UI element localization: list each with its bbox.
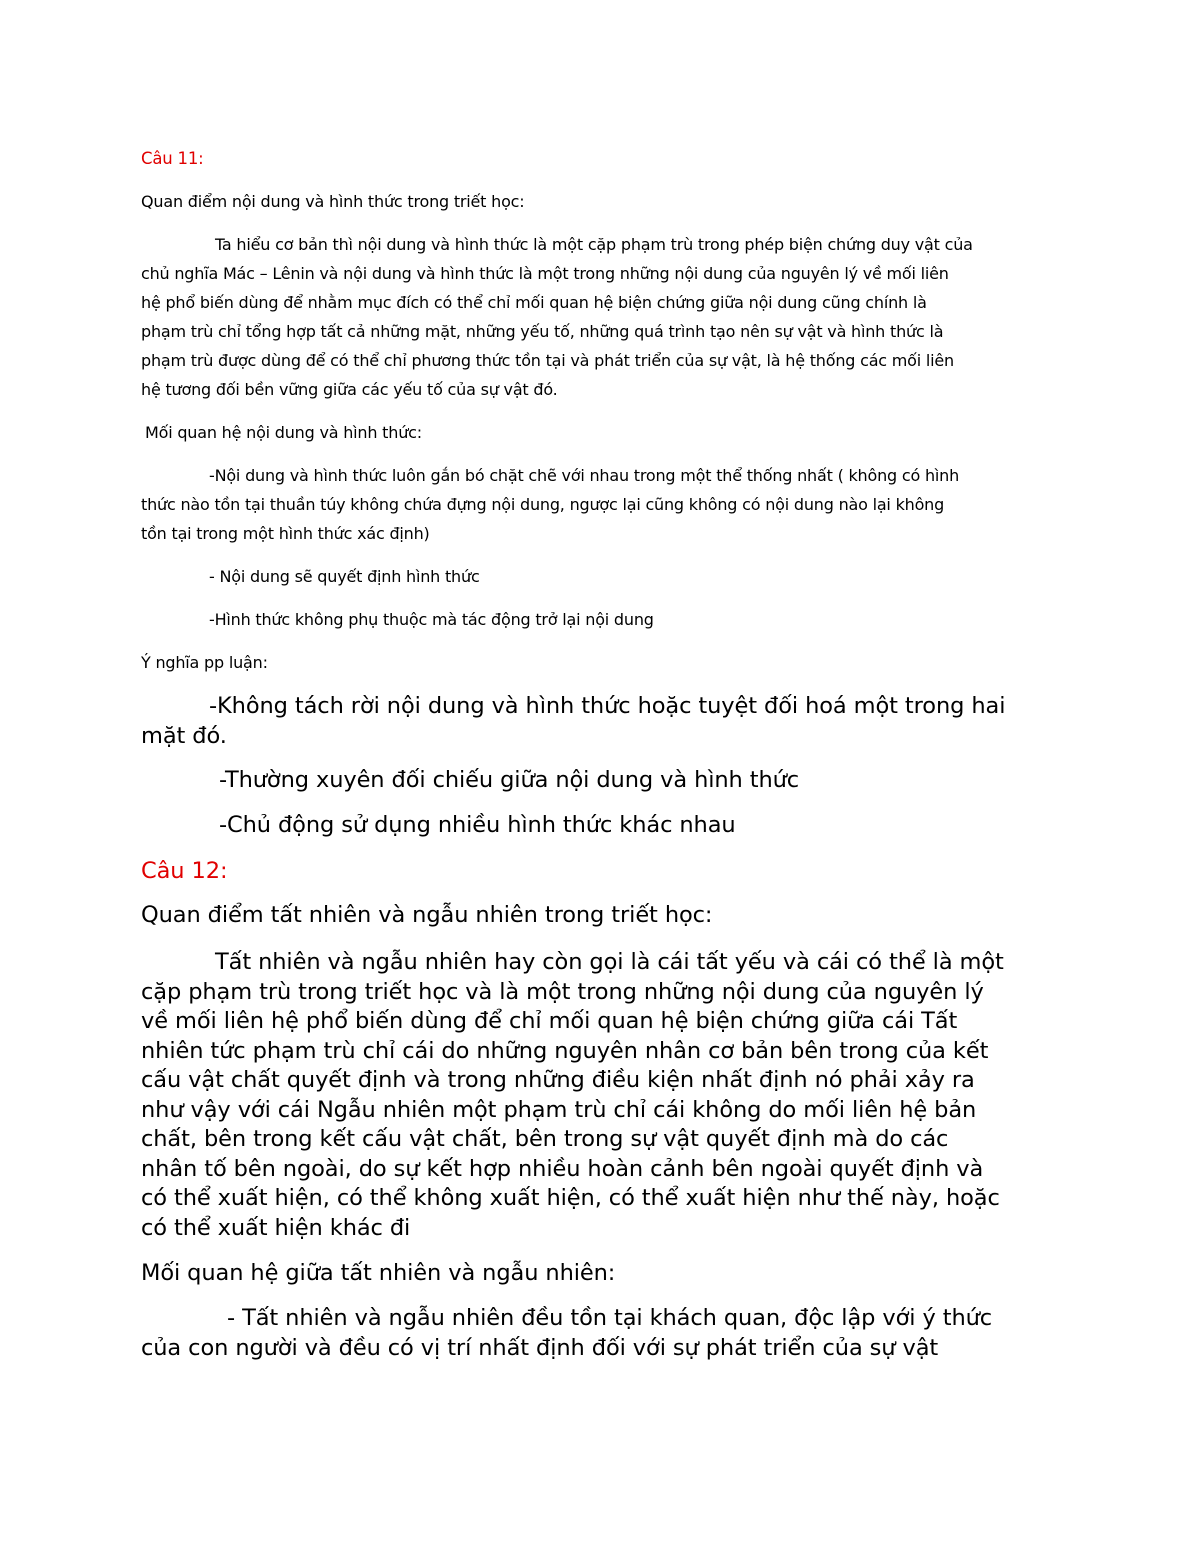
q11-heading: Câu 11:: [141, 149, 204, 168]
q12-relation-point-1-text: - Tất nhiên và ngẫu nhiên đều tồn tại khách quan, độc lập với ý thức của con người và đều có vị trí nhất định đối với sự phát triển của sự vật: [141, 1305, 993, 1361]
q12-relation-point-1: [141, 1304, 1081, 1363]
q11-meaning-point-3: -Chủ động sử dụng nhiều hình thức khác nhau: [219, 812, 736, 838]
q11-meaning-point-1-text: -Không tách rời nội dung và hình thức hoặc tuyệt đối hoá một trong hai mặt đó.: [141, 693, 1006, 749]
q11-paragraph-1: [141, 230, 1061, 404]
q11-relation-point-2: - Nội dung sẽ quyết định hình thức: [209, 567, 480, 586]
q12-relation-title: Mối quan hệ giữa tất nhiên và ngẫu nhiên:: [141, 1260, 616, 1286]
q12-paragraph-1: [141, 948, 1081, 1243]
q11-meaning-point-1: [141, 692, 1081, 751]
q12-title: Quan điểm tất nhiên và ngẫu nhiên trong triết học:: [141, 902, 713, 928]
q11-title: Quan điểm nội dung và hình thức trong triết học:: [141, 192, 525, 211]
q11-meaning-title: Ý nghĩa pp luận:: [141, 653, 268, 672]
q12-paragraph-1-text: Tất nhiên và ngẫu nhiên hay còn gọi là cái tất yếu và cái có thể là một cặp phạm trù trong triết học và là một trong những nội dung của nguyên lý về mối liên hệ phổ biến dùng để chỉ mối quan hệ biện chứng giữa cái Tất nhiên tức phạm trù chỉ cái do những nguyên nhân cơ bản bên trong của kết cấu vật chất quyết định và trong những điều kiện nhất định nó phải xảy ra như vậy với cái Ngẫu nhiên một phạm trù chỉ cái không do mối liên hệ bản chất, bên trong kết cấu vật chất, bên trong sự vật quyết định mà do các nhân tố bên ngoài, do sự kết hợp nhiều hoàn cảnh bên ngoài quyết định và có thể xuất hiện, có thể không xuất hiện, có thể xuất hiện như thế này, hoặc có thể xuất hiện khác đi: [141, 949, 1004, 1241]
q11-relation-title: Mối quan hệ nội dung và hình thức:: [145, 423, 422, 442]
q12-heading: Câu 12:: [141, 858, 228, 884]
q11-relation-point-1-text: -Nội dung và hình thức luôn gắn bó chặt chẽ với nhau trong một thể thống nhất ( không có hình thức nào tồn tại thuần túy không chứa đựng nội dung, ngược lại cũng không có nội dung nào lại không tồn tại trong một hình thức xác định): [141, 466, 960, 543]
q11-meaning-point-2: -Thường xuyên đối chiếu giữa nội dung và hình thức: [219, 767, 800, 793]
q11-paragraph-1-text: Ta hiểu cơ bản thì nội dung và hình thức là một cặp phạm trù trong phép biện chứng duy vật của chủ nghĩa Mác – Lênin và nội dung và hình thức là một trong những nội dung của nguyên lý về mối liên hệ phổ biến dùng để nhằm mục đích có thể chỉ mối quan hệ biện chứng giữa nội dung cũng chính là phạm trù chỉ tổng hợp tất cả những mặt, những yếu tố, những quá trình tạo nên sự vật và hình thức là phạm trù được dùng để có thể chỉ phương thức tồn tại và phát triển của sự vật, là hệ thống các mối liên hệ tương đối bền vững giữa các yếu tố của sự vật đó.: [141, 235, 973, 399]
q11-relation-point-3: -Hình thức không phụ thuộc mà tác động trở lại nội dung: [209, 610, 654, 629]
q11-relation-point-1: [141, 461, 1061, 548]
